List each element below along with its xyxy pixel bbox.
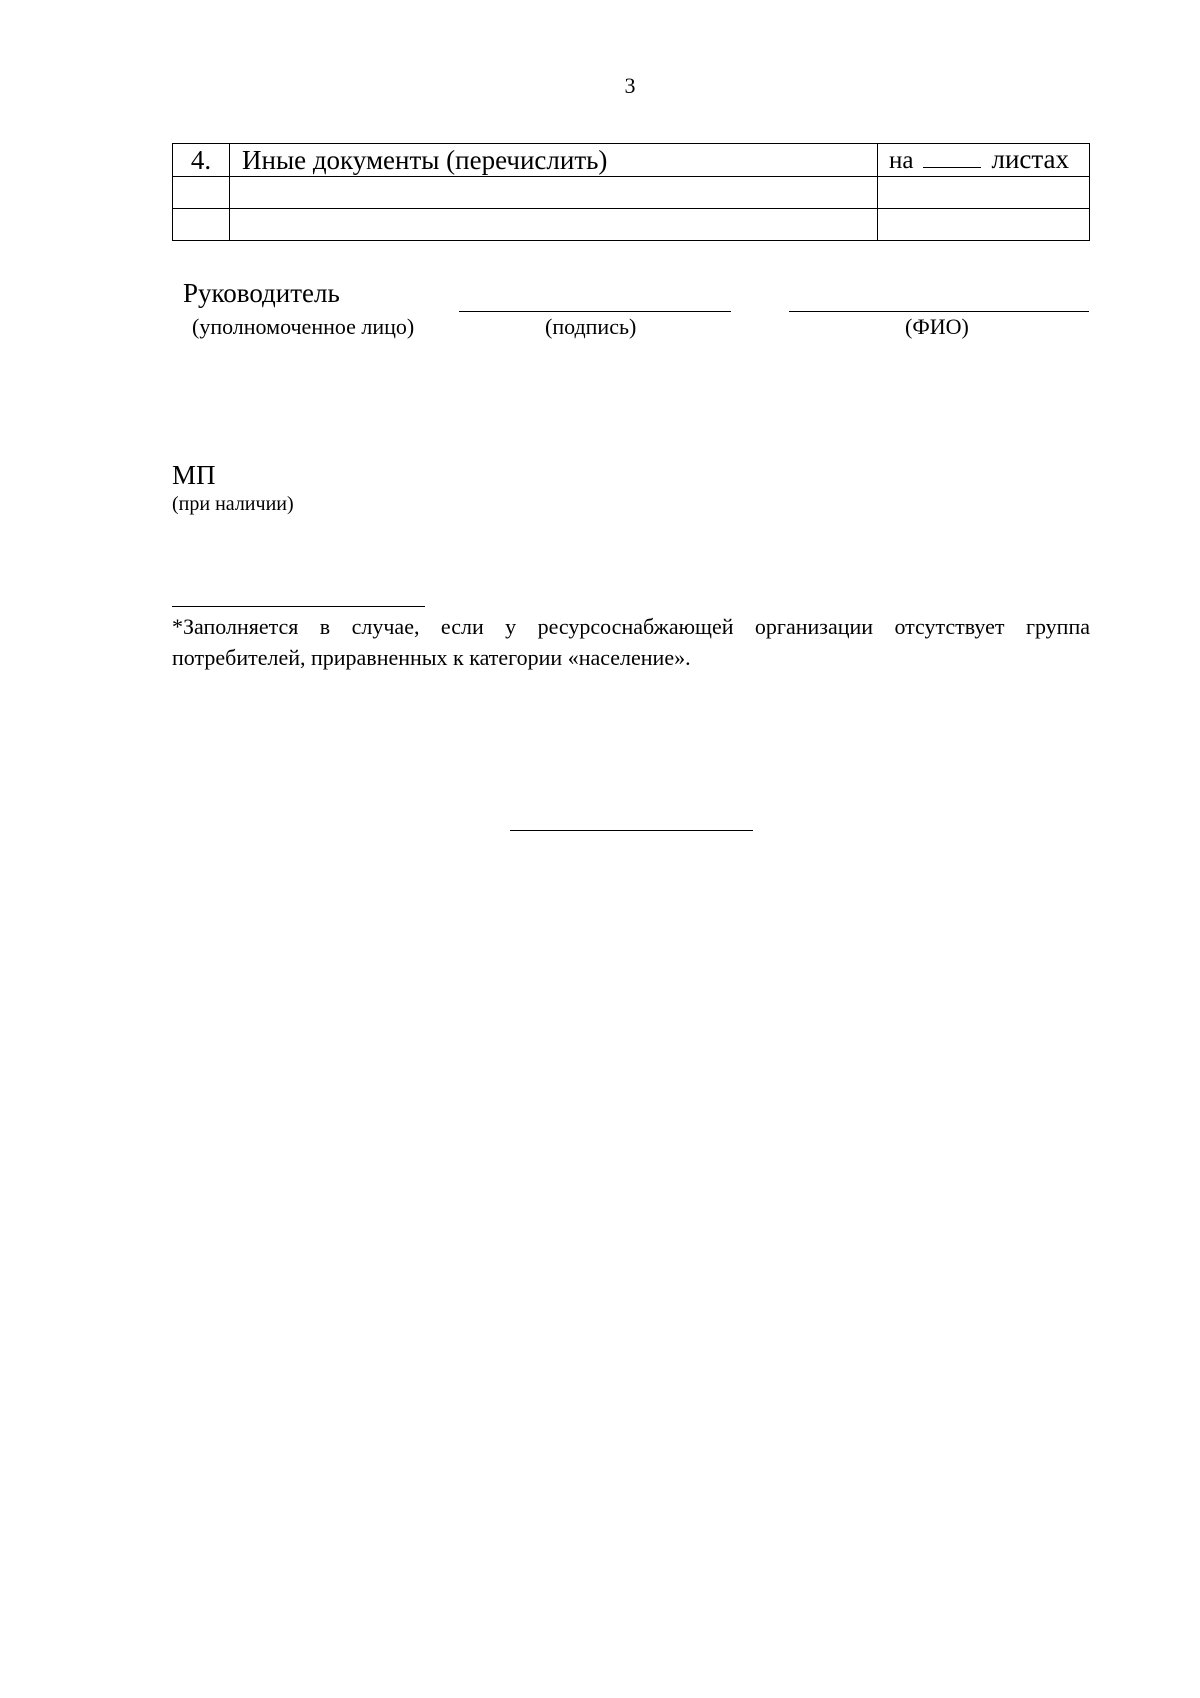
row-number — [173, 209, 230, 241]
footnote-text: *Заполняется в случае, если у ресурсоснабжающей организации отсутствует группа потребителей, приравненных к категории «население». — [172, 614, 1090, 670]
stamp-subtitle: (при наличии) — [172, 493, 294, 515]
sheets-count-blank[interactable] — [923, 145, 981, 168]
table-row — [173, 144, 1090, 177]
full-name-caption: (ФИО) — [905, 314, 969, 339]
document-name[interactable] — [230, 209, 878, 241]
signature-line[interactable] — [459, 311, 731, 312]
sheets-suffix: листах — [991, 144, 1070, 174]
row-number: 4. — [173, 144, 230, 177]
signatory-title: Руководитель — [183, 278, 340, 308]
footnote-separator — [172, 606, 425, 607]
documents-table — [172, 143, 1090, 241]
stamp-title: МП — [172, 460, 216, 490]
sheets-cell — [878, 144, 1090, 177]
end-of-document-rule — [510, 830, 753, 831]
sheets-cell[interactable] — [878, 209, 1090, 241]
page-number: 3 — [624, 73, 636, 98]
document-name[interactable] — [230, 177, 878, 209]
table-row — [173, 177, 1090, 209]
signature-caption: (подпись) — [545, 314, 637, 339]
table-row — [173, 209, 1090, 241]
sheets-cell[interactable] — [878, 177, 1090, 209]
document-name: Иные документы (перечислить) — [230, 144, 878, 177]
sheets-prefix: на — [889, 147, 914, 174]
role-caption: (уполномоченное лицо) — [192, 314, 415, 339]
row-number — [173, 177, 230, 209]
full-name-line[interactable] — [789, 311, 1089, 312]
